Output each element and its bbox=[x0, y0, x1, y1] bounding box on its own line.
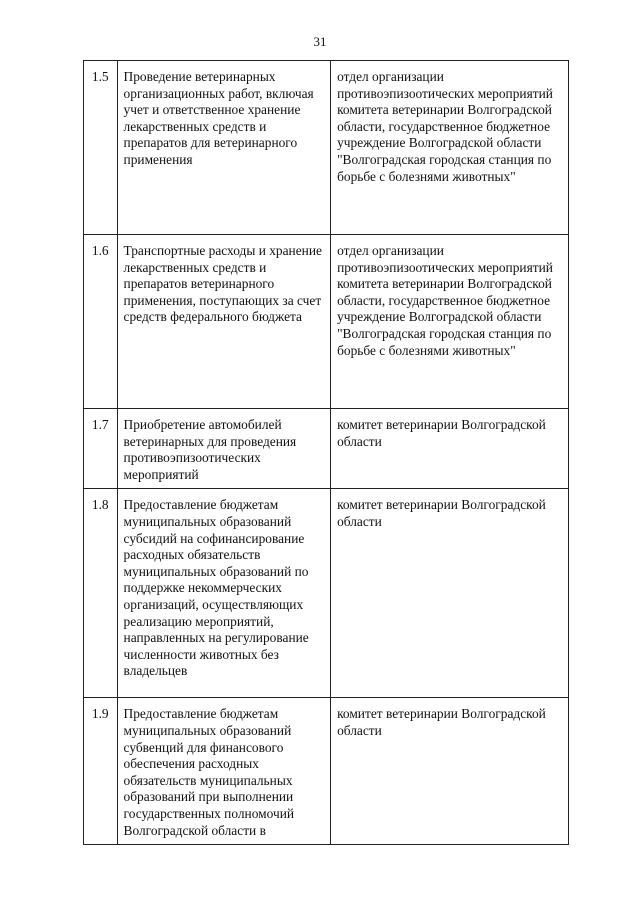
table-row bbox=[84, 489, 569, 698]
table-row bbox=[84, 409, 569, 489]
table-row bbox=[84, 698, 569, 845]
table-row bbox=[84, 61, 569, 235]
row-responsible: комитет ветеринарии Волгоградской области bbox=[331, 409, 569, 489]
row-responsible: отдел организации противоэпизоотических мероприятий комитета ветеринарии Волгоградской области, государственное бюджетное учреждение Волгоградской области "Волгоградская городская станция по борьбе с болезнями животных" bbox=[331, 61, 569, 235]
table-row bbox=[84, 235, 569, 409]
measures-table bbox=[83, 60, 569, 845]
row-description: Проведение ветеринарных организационных работ, включая учет и ответственное хранение лекарственных средств и препаратов для ветеринарного применения bbox=[117, 61, 331, 235]
page-number: 31 bbox=[313, 34, 327, 49]
row-description: Приобретение автомобилей ветеринарных для проведения противоэпизоотических мероприятий bbox=[117, 409, 331, 489]
row-number: 1.6 bbox=[84, 235, 118, 409]
row-description: Предоставление бюджетам муниципальных образований субвенций для финансового обеспечения расходных обязательств муниципальных образований при выполнении государственных полномочий Волгоградской области в bbox=[117, 698, 331, 845]
row-number: 1.9 bbox=[84, 698, 118, 845]
row-responsible: отдел организации противоэпизоотических мероприятий комитета ветеринарии Волгоградской области, государственное бюджетное учреждение Волгоградской области "Волгоградская городская станция по борьбе с болезнями животных" bbox=[331, 235, 569, 409]
row-responsible: комитет ветеринарии Волгоградской области bbox=[331, 698, 569, 845]
row-description: Предоставление бюджетам муниципальных образований субсидий на софинансирование расходных обязательств муниципальных образований по поддержке некоммерческих организаций, осуществляющих реализацию мероприятий, направленных на регулирование численности животных без владельцев bbox=[117, 489, 331, 698]
row-number: 1.7 bbox=[84, 409, 118, 489]
row-number: 1.8 bbox=[84, 489, 118, 698]
row-responsible: комитет ветеринарии Волгоградской области bbox=[331, 489, 569, 698]
row-number: 1.5 bbox=[84, 61, 118, 235]
row-description: Транспортные расходы и хранение лекарственных средств и препаратов ветеринарного применения, поступающих за счет средств федерального бюджета bbox=[117, 235, 331, 409]
